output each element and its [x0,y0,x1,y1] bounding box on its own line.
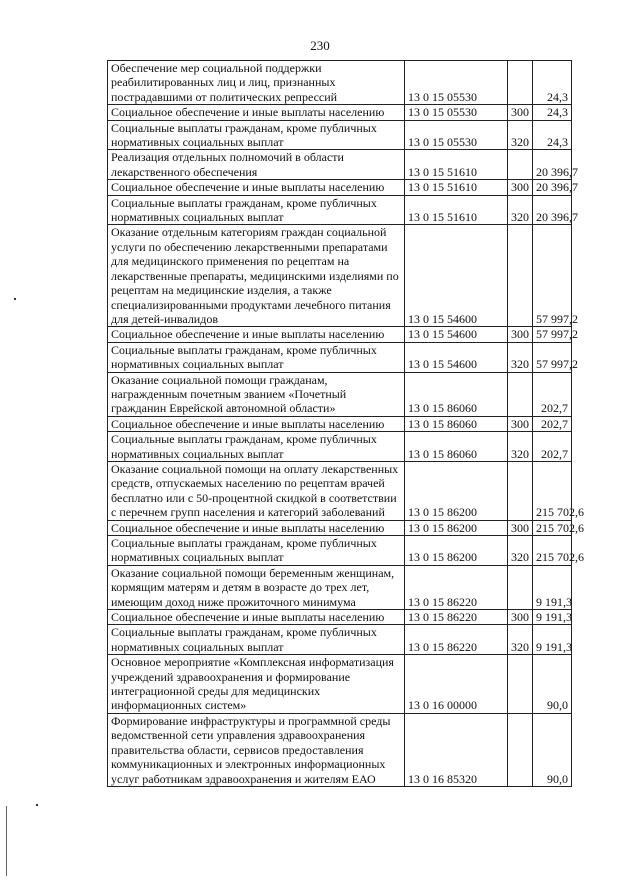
row-name-cell: Социальное обеспечение и иные выплаты населению [108,327,405,342]
row-sum-cell: 24,3 [533,61,572,105]
table-row [108,120,572,150]
row-expense-type-cell [508,225,533,327]
row-code-cell: 13 0 15 05530 [405,61,508,105]
row-expense-type-cell [508,150,533,180]
row-expense-type-cell: 300 [508,520,533,535]
table-row [108,625,572,655]
row-expense-type-cell: 300 [508,105,533,120]
row-code-cell: 13 0 15 86220 [405,625,508,655]
row-code-cell: 13 0 15 86060 [405,432,508,462]
row-code-cell: 13 0 15 05530 [405,120,508,150]
table-row [108,372,572,416]
row-expense-type-cell [508,372,533,416]
row-sum-cell: 57 997,2 [533,342,572,372]
row-code-cell: 13 0 15 54600 [405,327,508,342]
row-name-cell: Социальное обеспечение и иные выплаты населению [108,180,405,195]
row-name-cell: Социальные выплаты гражданам, кроме публичных нормативных социальных выплат [108,195,405,225]
table-row [108,655,572,714]
row-expense-type-cell: 320 [508,432,533,462]
row-expense-type-cell: 320 [508,536,533,566]
row-expense-type-cell [508,713,533,786]
row-sum-cell: 9 191,3 [533,610,572,625]
row-name-cell: Формирование инфраструктуры и программной среды ведомственной сети управления здравоохранения правительства области, сервисов предоставления коммуникационных и электронных информационных услуг работникам здравоохранения и жителям ЕАО [108,713,405,786]
row-code-cell: 13 0 15 51610 [405,150,508,180]
row-name-cell: Обеспечение мер социальной поддержки реабилитированных лиц и лиц, признанных пострадавшими от политических репрессий [108,61,405,105]
table-row [108,180,572,195]
row-sum-cell: 20 396,7 [533,195,572,225]
row-name-cell: Социальное обеспечение и иные выплаты населению [108,105,405,120]
row-code-cell: 13 0 15 51610 [405,180,508,195]
row-name-cell: Социальное обеспечение и иные выплаты населению [108,416,405,431]
row-sum-cell: 20 396,7 [533,180,572,195]
row-expense-type-cell: 300 [508,327,533,342]
table-row [108,105,572,120]
row-expense-type-cell [508,461,533,520]
row-sum-cell: 20 396,7 [533,150,572,180]
scan-edge-line [6,806,7,876]
row-expense-type-cell [508,655,533,714]
row-sum-cell: 9 191,3 [533,565,572,609]
row-expense-type-cell [508,565,533,609]
row-name-cell: Оказание социальной помощи гражданам, награжденным почетным званием «Почетный гражданин Еврейской автономной области» [108,372,405,416]
row-name-cell: Социальные выплаты гражданам, кроме публичных нормативных социальных выплат [108,342,405,372]
row-code-cell: 13 0 15 86200 [405,461,508,520]
table-row [108,195,572,225]
row-name-cell: Социальное обеспечение и иные выплаты населению [108,520,405,535]
row-code-cell: 13 0 15 86060 [405,372,508,416]
row-code-cell: 13 0 15 51610 [405,195,508,225]
scan-mark [36,804,38,806]
row-sum-cell: 57 997,2 [533,225,572,327]
table-row [108,713,572,786]
row-sum-cell: 90,0 [533,713,572,786]
row-sum-cell: 215 702,6 [533,461,572,520]
row-code-cell: 13 0 15 86200 [405,520,508,535]
table-row [108,225,572,327]
row-sum-cell: 24,3 [533,105,572,120]
row-sum-cell: 24,3 [533,120,572,150]
page-number: 230 [310,38,330,53]
table-row [108,342,572,372]
row-expense-type-cell: 300 [508,416,533,431]
row-name-cell: Оказание социальной помощи на оплату лекарственных средств, отпускаемых населению по рецептам врачей бесплатно или с 50-процентной скидкой в соответствии с перечнем групп населения и категорий заболеваний [108,461,405,520]
row-expense-type-cell: 320 [508,120,533,150]
table-row [108,150,572,180]
row-name-cell: Оказание социальной помощи беременным женщинам, кормящим матерям и детям в возрасте до трех лет, имеющим доход ниже прожиточного минимума [108,565,405,609]
row-expense-type-cell [508,61,533,105]
scan-mark [14,298,16,300]
row-sum-cell: 215 702,6 [533,520,572,535]
table-row [108,565,572,609]
budget-table-body [108,61,584,787]
row-sum-cell: 9 191,3 [533,625,572,655]
row-sum-cell: 202,7 [533,432,572,462]
row-name-cell: Оказание отдельным категориям граждан социальной услуги по обеспечению лекарственными препаратами для медицинского применения по рецептам на лекарственные препараты, медицинскими изделиями по рецептам на медицинские изделия, а также специализированными продуктами лечебного питания для детей-инвалидов [108,225,405,327]
row-name-cell: Социальные выплаты гражданам, кроме публичных нормативных социальных выплат [108,120,405,150]
budget-table [107,60,584,787]
table-row [108,61,572,105]
row-name-cell: Социальные выплаты гражданам, кроме публичных нормативных социальных выплат [108,536,405,566]
row-code-cell: 13 0 15 86200 [405,536,508,566]
row-expense-type-cell: 300 [508,180,533,195]
row-code-cell: 13 0 15 86220 [405,610,508,625]
table-row [108,536,572,566]
row-code-cell: 13 0 16 85320 [405,713,508,786]
row-code-cell: 13 0 15 86060 [405,416,508,431]
row-expense-type-cell: 320 [508,342,533,372]
row-name-cell: Социальное обеспечение и иные выплаты населению [108,610,405,625]
table-row [108,432,572,462]
table-row [108,416,572,431]
table-row [108,327,572,342]
row-code-cell: 13 0 15 05530 [405,105,508,120]
row-name-cell: Основное мероприятие «Комплексная информатизация учреждений здравоохранения и формирование интеграционной среды для медицинских информационных систем» [108,655,405,714]
table-row [108,461,572,520]
row-code-cell: 13 0 16 00000 [405,655,508,714]
row-sum-cell: 57 997,2 [533,327,572,342]
row-sum-cell: 90,0 [533,655,572,714]
row-name-cell: Социальные выплаты гражданам, кроме публичных нормативных социальных выплат [108,432,405,462]
table-row [108,610,572,625]
row-sum-cell: 215 702,6 [533,536,572,566]
row-code-cell: 13 0 15 54600 [405,225,508,327]
row-code-cell: 13 0 15 86220 [405,565,508,609]
row-expense-type-cell: 320 [508,625,533,655]
row-name-cell: Социальные выплаты гражданам, кроме публичных нормативных социальных выплат [108,625,405,655]
row-expense-type-cell: 300 [508,610,533,625]
row-sum-cell: 202,7 [533,416,572,431]
table-row [108,520,572,535]
row-expense-type-cell: 320 [508,195,533,225]
row-name-cell: Реализация отдельных полномочий в области лекарственного обеспечения [108,150,405,180]
row-code-cell: 13 0 15 54600 [405,342,508,372]
row-sum-cell: 202,7 [533,372,572,416]
